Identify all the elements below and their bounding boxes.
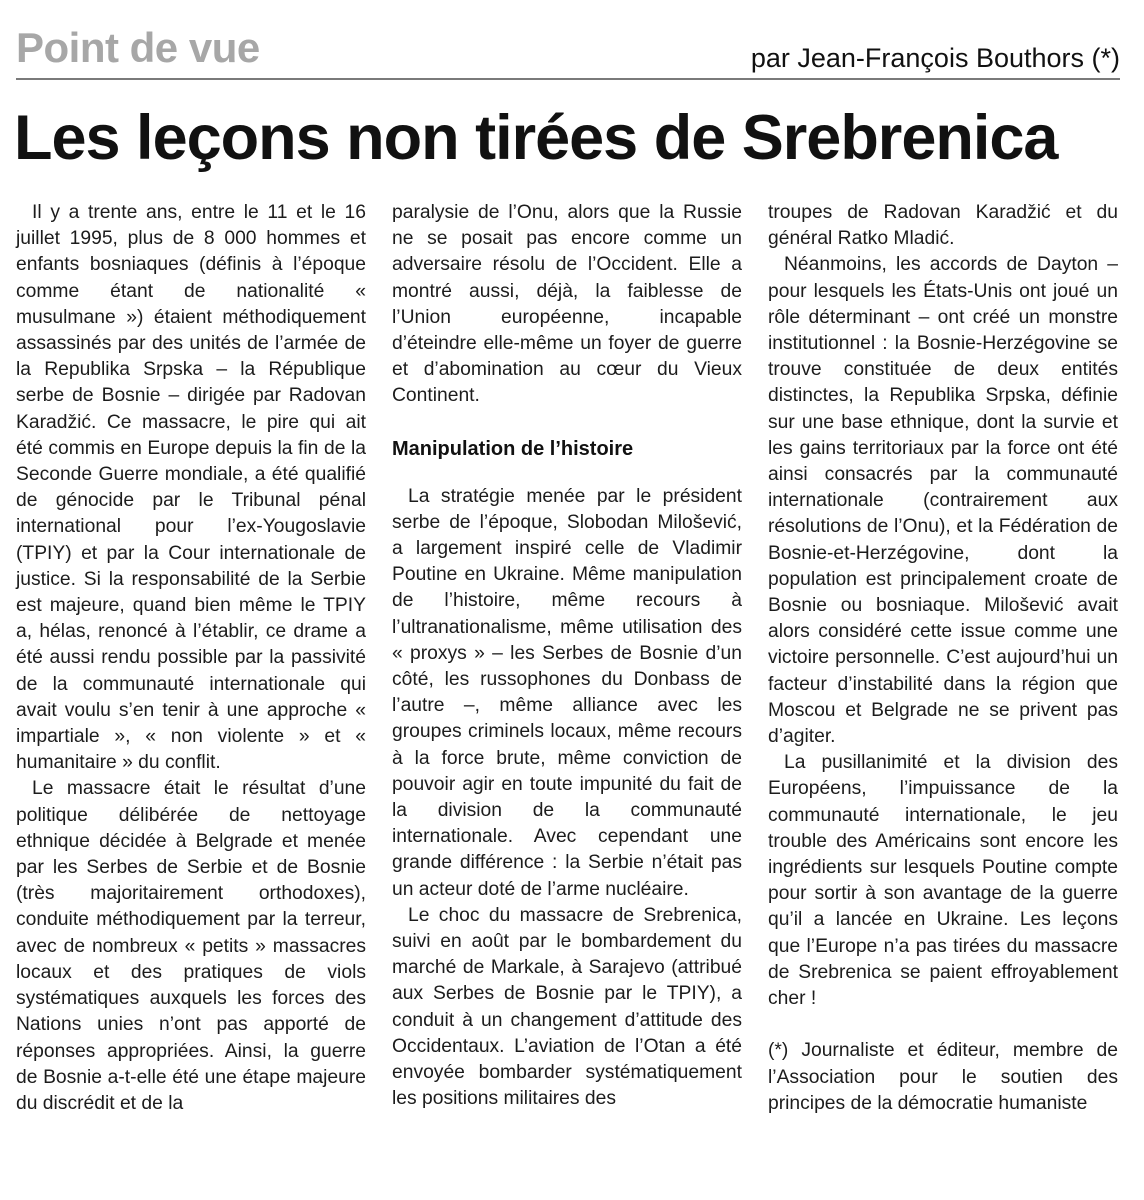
paragraph: La pusillanimité et la division des Européens, l’impuissance de la communauté internationale, le jeu trouble des Américains sont encore les ingrédients sur lesquels Poutine compte pour sortir à son avantage de la guerre qu’il a lancée en Ukraine. Les leçons que l’Europe n’a pas tirées du massacre de Srebrenica se paient effroyablement cher ! — [768, 752, 1118, 1010]
section-subheading: Manipulation de l’histoire — [392, 437, 634, 460]
paragraph: Le choc du massacre de Srebrenica, suivi en août par le bombardement du marché de Markale, à Sarajevo (attribué aux Serbes de Bosnie par le TPIY), a conduit à un changement d’attitude des Occidentaux. L’aviation de l’Otan a été envoyée bombarder systématiquement les positions militaires des — [392, 904, 742, 1110]
paragraph: Néanmoins, les accords de Dayton – pour lesquels les États-Unis ont joué un rôle déterminant – ont créé un monstre institutionnel : la Bosnie-Herzégovine se trouve constituée de deux entités distinctes, la Republika Srpska, définie sur une base ethnique, dont la survie et les gains territoriaux par la force ont été ainsi consacrés par la communauté internationale (contrairement aux résolutions de l’Onu), et la Fédération de Bosnie-et-Herzégovine, dont la population est principalement croate de Bosnie ou bosniaque. Milošević avait alors considéré cette issue comme une victoire personnelle. C’est aujourd’hui un facteur d’instabilité dans la région que Moscou et Belgrade ne se privent pas d’agiter. — [768, 254, 1118, 748]
article-header — [16, 18, 1120, 74]
article-title: Les leçons non tirées de Srebrenica — [14, 103, 1058, 173]
paragraph: Il y a trente ans, entre le 11 et le 16 juillet 1995, plus de 8 000 hommes et enfants bosniaques (définis à l’époque comme étant de nationalité « musulmane ») étaient méthodiquement assassinés par des unités de l’armée de la Republika Srpska – la République serbe de Bosnie – dirigée par Radovan Karadžić. Ce massacre, le pire qui ait été commis en Europe depuis la fin de la Seconde Guerre mondiale, a été qualifié de génocide par le Tribunal pénal international pour l’ex-Yougoslavie (TPIY) et par la Cour internationale de justice. Si la responsabilité de la Serbie est majeure, quand bien même le TPIY a, hélas, renoncé à l’établir, ce drame a été aussi rendu possible par la passivité de la communauté internationale qui avait voulu s’en tenir à une approche « impartiale », « non violente » et « humanitaire » du conflit. — [16, 202, 366, 774]
text-column-2 — [392, 200, 742, 1113]
paragraph: troupes de Radovan Karadžić et du général Ratko Mladić. — [768, 202, 1118, 250]
paragraph: La stratégie menée par le président serbe de l’époque, Slobodan Milošević, a largement inspiré celle de Vladimir Poutine en Ukraine. Même manipulation de l’histoire, même recours à l’ultranationalisme, même utilisation des « proxys » – les Serbes de Bosnie d’un côté, les russophones du Donbass de l’autre –, même alliance avec les groupes criminels locaux, même recours à la force brute, même conviction de pouvoir agir en toute impunité du fait de la division de la communauté internationale. Avec cependant une grande différence : la Serbie n’était pas un acteur doté de l’arme nucléaire. — [392, 485, 742, 900]
paragraph: Le massacre était le résultat d’une politique délibérée de nettoyage ethnique décidée à Belgrade et menée par les Serbes de Serbie et de Bosnie (très majoritairement orthodoxes), conduite méthodiquement par la terreur, avec de nombreux « petits » massacres locaux et des pratiques de viols systématiques auxquels les forces des Nations unies n’ont pas apporté de réponses appropriées. Ainsi, la guerre de Bosnie a-t-elle été une étape majeure du discrédit et de la — [16, 778, 366, 1114]
rubric-label: Point de vue — [16, 24, 260, 71]
header-divider — [16, 78, 1120, 80]
text-column-3 — [768, 200, 1118, 1117]
text-column-1 — [16, 200, 366, 1117]
paragraph: paralysie de l’Onu, alors que la Russie ne se posait pas encore comme un adversaire résolu de l’Occident. Elle a montré aussi, déjà, la faiblesse de l’Union européenne, incapable d’éteindre elle-même un foyer de guerre et d’abomination au cœur du Vieux Continent. — [392, 202, 742, 407]
author-byline: par Jean-François Bouthors (*) — [750, 43, 1120, 73]
author-footnote: (*) Journaliste et éditeur, membre de l’Association pour le soutien des principes de la démocratie humaniste — [768, 1040, 1118, 1114]
